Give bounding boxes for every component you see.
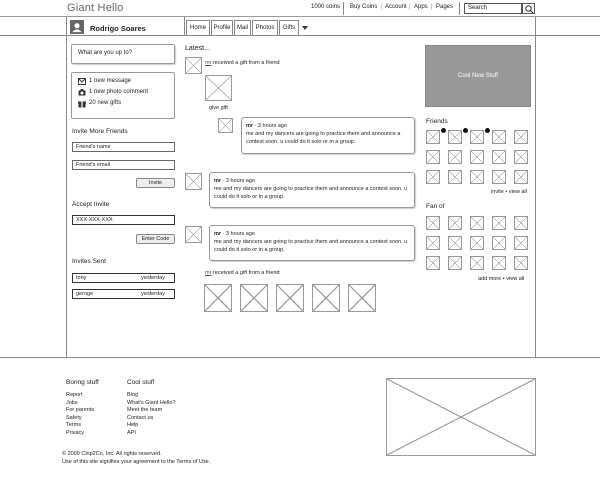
- fans-view-all-link[interactable]: view all: [506, 276, 525, 282]
- friends-heading: Friends: [426, 118, 448, 125]
- notifications-panel: [71, 72, 175, 119]
- friend-thumbnail[interactable]: [426, 130, 440, 144]
- search-icon: [523, 4, 536, 15]
- invite-sent-time: yesterday: [141, 291, 165, 297]
- feed-post: [209, 172, 415, 208]
- invite-sent-row: [72, 273, 175, 283]
- footer-link-jobs[interactable]: Jobs: [66, 399, 78, 406]
- friend-thumbnail[interactable]: [448, 170, 462, 184]
- gift-image[interactable]: [312, 284, 340, 312]
- nav-pages[interactable]: Pages: [436, 4, 454, 10]
- invite-sent-name: tony: [76, 275, 87, 281]
- fan-thumbnail[interactable]: [470, 216, 484, 230]
- fan-thumbnail[interactable]: [492, 236, 506, 250]
- fan-thumbnail[interactable]: [514, 216, 528, 230]
- gift-image[interactable]: [240, 284, 268, 312]
- enter-code-button[interactable]: Enter Code: [136, 234, 175, 244]
- page-border-left: [66, 17, 67, 357]
- nav-apps[interactable]: Apps: [414, 4, 428, 10]
- footer-link-parents[interactable]: For parents: [66, 407, 95, 414]
- post-time: · 3 hours ago: [222, 231, 255, 237]
- footer-link-blog[interactable]: Blog: [127, 392, 139, 398]
- gift-image[interactable]: [204, 284, 232, 312]
- friend-thumbnail[interactable]: [492, 170, 506, 184]
- tab-baseline: [0, 35, 600, 36]
- feed-avatar[interactable]: [218, 118, 233, 133]
- friend-thumbnail[interactable]: [470, 150, 484, 164]
- bullet-separator: •: [505, 189, 508, 195]
- nav-buy-coins[interactable]: Buy Coins: [350, 4, 378, 10]
- gift-image[interactable]: [348, 284, 376, 312]
- promo-banner[interactable]: [425, 45, 531, 107]
- friend-thumbnail[interactable]: [470, 130, 484, 144]
- fan-thumbnail[interactable]: [514, 256, 528, 270]
- nav-separator: |: [431, 4, 433, 10]
- invite-heading: Invite More Friends: [72, 128, 128, 135]
- footer-link-contact[interactable]: Contact us: [127, 414, 154, 421]
- post-user[interactable]: mr: [214, 231, 222, 237]
- invite-button[interactable]: Invite: [136, 178, 175, 188]
- footer-link-team[interactable]: Meet the team: [127, 407, 163, 414]
- divider: [184, 17, 185, 35]
- friend-thumbnail[interactable]: [426, 150, 440, 164]
- gift-icon: [78, 100, 86, 108]
- fan-thumbnail[interactable]: [492, 216, 506, 230]
- fan-thumbnail[interactable]: [470, 236, 484, 250]
- footer-col1: [66, 392, 94, 438]
- user-icon: [71, 21, 83, 33]
- invites-sent-heading: Invites Sent: [72, 258, 106, 265]
- footer-link-about[interactable]: What's Giant Hello?: [127, 399, 176, 406]
- footer-link-safety[interactable]: Safety: [66, 414, 82, 421]
- feed-gift-line: [205, 270, 280, 276]
- fan-thumbnail[interactable]: [448, 236, 462, 250]
- tab-photos[interactable]: Photos: [252, 20, 278, 35]
- footer-link-report[interactable]: Report: [66, 392, 83, 398]
- footer-link-privacy[interactable]: Privacy: [66, 429, 85, 436]
- feed-avatar[interactable]: [185, 57, 202, 74]
- fan-thumbnail[interactable]: [470, 256, 484, 270]
- post-user[interactable]: mr: [246, 123, 254, 129]
- tab-gifts[interactable]: Gifts: [279, 20, 299, 35]
- footer-col2: [127, 392, 175, 438]
- friend-name-field[interactable]: Friend's name: [72, 142, 175, 152]
- nav-separator: |: [409, 4, 411, 10]
- notification-message[interactable]: 1 new message: [89, 78, 132, 84]
- footer-ad-image[interactable]: [386, 378, 536, 456]
- feed-heading: Latest...: [185, 45, 210, 52]
- profile-name: Rodrigo Soares: [90, 24, 146, 33]
- fan-thumbnail[interactable]: [426, 216, 440, 230]
- search-button[interactable]: [522, 3, 535, 14]
- gift-image[interactable]: [205, 75, 232, 101]
- mail-icon: [78, 78, 86, 85]
- feed-gift-line: [205, 60, 280, 66]
- feed-post: [209, 225, 415, 261]
- post-text: me and my dancers are going to practice them and announce a contest soon. u could do it solo or in a group.: [214, 186, 408, 200]
- terms-agreement: Use of this site signifies your agreement to the Terms of Use.: [62, 459, 211, 465]
- post-user[interactable]: mr: [214, 178, 222, 184]
- fan-thumbnail[interactable]: [492, 256, 506, 270]
- friend-thumbnail[interactable]: [492, 130, 506, 144]
- feed-post: [241, 117, 415, 154]
- divider: [459, 2, 460, 15]
- avatar[interactable]: [70, 20, 84, 34]
- feed-gift-text: received a gift from a friend: [212, 60, 280, 66]
- footer-col1-heading: Boring stuff: [66, 379, 99, 386]
- feed-avatar[interactable]: [185, 173, 202, 190]
- tab-more-dropdown[interactable]: [300, 24, 310, 32]
- invite-code-field[interactable]: XXX-XXX-XXX: [72, 215, 175, 225]
- post-time: · 3 hours ago: [254, 123, 287, 129]
- accept-invite-heading: Accept Invite: [72, 201, 110, 208]
- online-indicator: [485, 128, 490, 133]
- friend-thumbnail[interactable]: [514, 170, 528, 184]
- invite-sent-name: geroge: [76, 291, 94, 297]
- notification-gifts[interactable]: 20 new gifts: [89, 100, 122, 106]
- fans-links: [478, 276, 524, 282]
- notification-photo-comment[interactable]: 1 new photo comment: [89, 89, 149, 95]
- footer-link-terms[interactable]: Terms: [66, 422, 81, 429]
- post-text: me and my dancers are going to practice them and announce a contest soon. u could do it solo or in a group.: [246, 131, 401, 145]
- invite-sent-time: yesterday: [141, 275, 165, 281]
- chevron-down-icon: [300, 24, 310, 32]
- give-gift-link[interactable]: give gift: [209, 105, 228, 111]
- fan-thumbnail[interactable]: [448, 216, 462, 230]
- post-meta: [214, 230, 410, 238]
- invite-link[interactable]: invite: [491, 189, 504, 195]
- friend-thumbnail[interactable]: [470, 170, 484, 184]
- friends-view-all-link[interactable]: view all: [508, 189, 527, 195]
- logo[interactable]: Giant Hello: [67, 2, 124, 14]
- fan-thumbnail[interactable]: [514, 236, 528, 250]
- friend-thumbnail[interactable]: [448, 130, 462, 144]
- post-time: · 3 hours ago: [222, 178, 255, 184]
- bullet-separator: •: [502, 276, 505, 282]
- divider: [343, 2, 344, 15]
- friend-email-field[interactable]: Friend's email: [72, 160, 175, 170]
- footer-link-api[interactable]: API: [127, 429, 136, 436]
- online-indicator: [463, 128, 468, 133]
- fan-thumbnail[interactable]: [426, 236, 440, 250]
- add-more-link[interactable]: add more: [478, 276, 502, 282]
- copyright: © 2009 Chip2Co, Inc. All rights reserved.: [62, 451, 162, 457]
- friend-thumbnail[interactable]: [514, 150, 528, 164]
- promo-label: Cool New Stuff: [458, 73, 498, 79]
- friend-thumbnail[interactable]: [426, 170, 440, 184]
- invite-sent-row: [72, 289, 175, 299]
- gift-image[interactable]: [276, 284, 304, 312]
- post-meta: [214, 177, 410, 185]
- fan-thumbnail[interactable]: [426, 256, 440, 270]
- search-input[interactable]: Search: [464, 3, 522, 14]
- status-input[interactable]: [71, 44, 175, 64]
- footer-col2-heading: Cool stuff: [127, 379, 155, 386]
- tab-home[interactable]: Home: [186, 20, 210, 35]
- camera-icon: [78, 89, 86, 96]
- fan-thumbnail[interactable]: [448, 256, 462, 270]
- nav-account[interactable]: Account: [385, 4, 407, 10]
- post-meta: [246, 122, 410, 130]
- tab-mail[interactable]: Mail: [234, 20, 251, 35]
- friend-thumbnail[interactable]: [514, 130, 528, 144]
- page-border-right: [535, 17, 536, 357]
- footer-link-help[interactable]: Help: [127, 422, 139, 429]
- feed-user-link[interactable]: mr: [205, 60, 212, 66]
- friends-links: [491, 189, 527, 195]
- nav-separator: |: [381, 4, 383, 10]
- feed-user-link[interactable]: mr: [205, 270, 212, 276]
- post-text: me and my dancers are going to practice them and announce a contest soon. u could do it solo or in a group.: [214, 239, 408, 253]
- feed-gift-text: received a gift from a friend: [212, 270, 280, 276]
- friend-thumbnail[interactable]: [448, 150, 462, 164]
- feed-avatar[interactable]: [185, 226, 202, 243]
- tab-profile[interactable]: Profile: [211, 20, 233, 35]
- online-indicator: [441, 128, 446, 133]
- coins-count: 1000 coins: [311, 4, 341, 10]
- fans-heading: Fan of: [426, 203, 445, 210]
- status-prompt: What are you up to?: [78, 50, 133, 56]
- footer-divider: [0, 357, 600, 358]
- friend-thumbnail[interactable]: [492, 150, 506, 164]
